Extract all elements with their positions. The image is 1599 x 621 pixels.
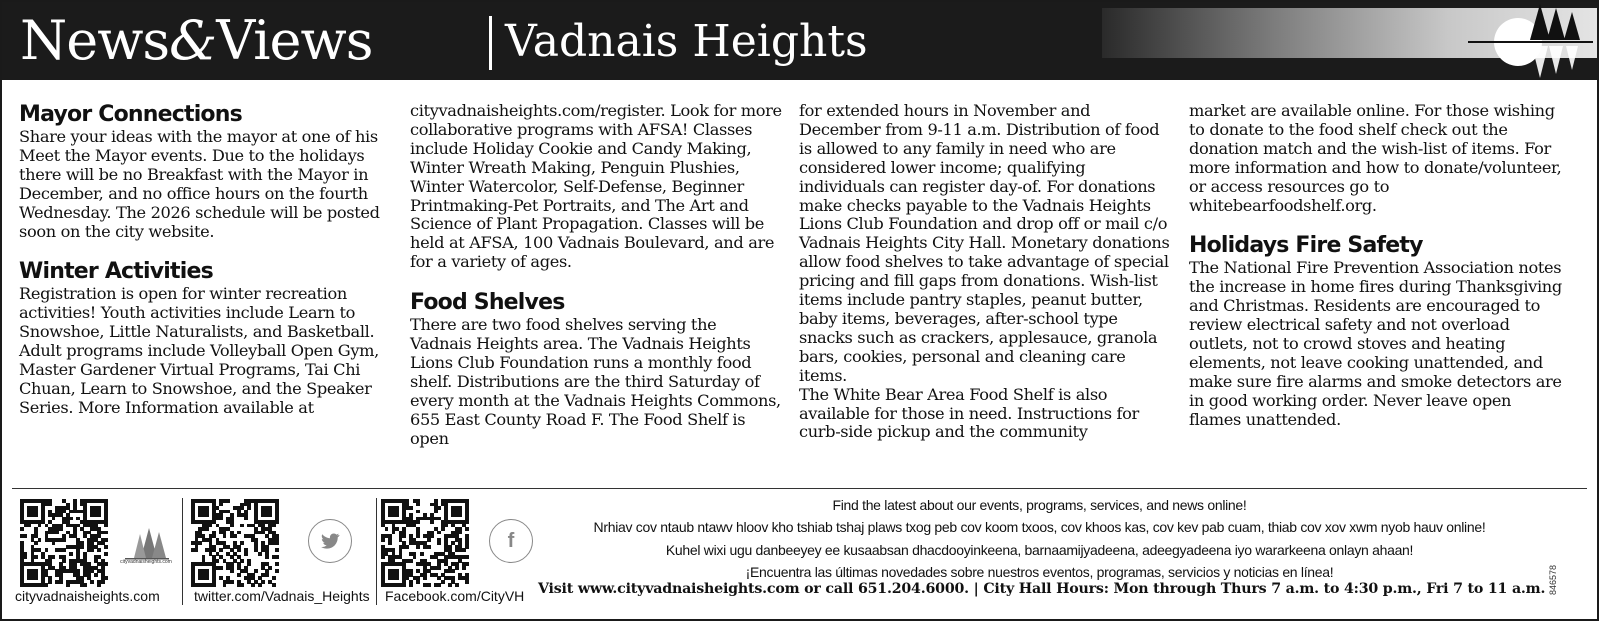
twitter-link[interactable]: twitter.com/Vadnais_Heights [194,588,370,604]
twitter-bird-icon[interactable] [308,519,352,563]
message-english: Find the latest about our events, programs, services, and news online! [832,497,1247,513]
message-hmong: Nrhiav cov ntaub ntawv hloov kho tshiab tshaj plaws txog peb cov koom txoos, cov khoos kas, cov kev pab cuam, thiab cov xov xwm nyob hauv online! [593,519,1486,536]
heading-winter-activities: Winter Activities [19,259,213,285]
article-white-bear-food-shelf: The White Bear Area Food Shelf is also available for those in need. Instructions for curb-side pickup and the community [799,384,1139,442]
article-winter-activities-cont: cityvadnaisheights.com/register. Look for more collaborative programs with AFSA! Classes include Holiday Cookie and Candy Making, Winter Wreath Making, Penguin Plushies, Winter Watercolor, Self-Defense, Beginner Printmaking-Pet Portraits, and The Art and Science of Plant Propagation. Classes will be held at AFSA, 100 Vadnais Boulevard, and are for a variety of ages. [410,101,782,272]
brand-ampersand: & [169,9,217,72]
contact-line[interactable]: Visit www.cityvadnaisheights.com or call 651.204.6000. | City Hall Hours: Mon through Thurs 7 a.m. to 4:30 p.m., Fri 7 to 11 a.m. [538,581,1546,597]
city-tree-logo-icon [1468,2,1593,82]
twitter-qr-code-icon[interactable] [191,499,279,587]
brand-views: Views [216,9,373,72]
article-food-shelves: There are two food shelves serving the Vadnais Heights area. The Vadnais Heights Lions Club Foundation runs a monthly food shelf. Distributions are the third Saturday of every month at the Vadnais Heights Commons, 655 East County Road F. The Food Shelf is open [410,315,781,448]
facebook-qr-code-icon[interactable] [381,499,469,587]
brand-divider [489,16,492,70]
column-2 [410,102,782,449]
heading-holidays-fire-safety: Holidays Fire Safety [1189,233,1423,259]
website-link[interactable]: cityvadnaisheights.com [15,588,160,604]
facebook-f-icon[interactable]: f [489,519,533,563]
message-somali: Kuhel wixi ugu danbeeyey ee kusaabsan dhacdooyinkeena, barnaamijyadeena, adeegyadeena iyo wararkeena onlayn ahaan! [665,541,1414,558]
ad-id-number: 846578 [1548,564,1558,595]
heading-mayor-connections: Mayor Connections [19,102,242,127]
facebook-link[interactable]: Facebook.com/CityVH [385,588,525,604]
article-mayor-connections: Share your ideas with the mayor at one of his Meet the Mayor events. Due to the holidays there will be no Breakfast with the Mayor in December, and no office hours on the fourth Wednesday. The 2026 schedule will be posted soon on the city website. [19,127,380,241]
logo-caption: cityvadnaisheights.com [120,559,172,565]
message-spanish: ¡Encuentra las últimas novedades sobre nuestros eventos, programas, servicios y noticias en línea! [745,563,1334,580]
column-1 [19,102,391,418]
footer-separator [376,498,377,605]
footer-divider [12,488,1587,489]
article-food-shelves-cont: for extended hours in November and December from 9-11 a.m. Distribution of food is allowed to any family in need who are considered lower income; qualifying individuals can register day-of. For donations make checks payable to the Vadnais Heights Lions Club Foundation and drop off or mail c/o Vadnais Heights City Hall. Monetary donations allow food shelves to take advantage of special pricing and fill gaps from donations. Wish-list items include pantry staples, peanut butter, baby items, beverages, after-school type snacks such as crackers, applesauce, granola bars, cookies, personal and cleaning care items. [799,101,1170,385]
masthead [2,2,1597,80]
city-name: Vadnais Heights [505,16,868,67]
article-holidays-fire-safety: The National Fire Prevention Association notes the increase in home fires during Thanksgiving and Christmas. Residents are encouraged to review electrical safety and not overload outlets, not to crowd stoves and heating elements, not leave cooking unattended, and make sure fire alarms and smoke detectors are in good working order. Never leave open flames unattended. [1189,258,1562,429]
brand-news: News [20,9,170,72]
heading-food-shelves: Food Shelves [410,290,565,316]
website-qr-code-icon[interactable] [20,499,108,587]
column-3 [799,102,1171,442]
column-4 [1189,102,1567,430]
article-white-bear-cont: market are available online. For those wishing to donate to the food shelf check out the donation match and the wish-list of items. For more information and how to donate/volunteer, or access resources go to whitebearfoodshelf.org. [1189,101,1562,215]
online-messages [562,494,1517,583]
footer-separator [182,498,183,605]
brand-title [20,6,372,76]
article-winter-activities: Registration is open for winter recreation activities! Youth activities include Learn to Snowshoe, Little Naturalists, and Basketball. Adult programs include Volleyball Open Gym, Master Gardener Virtual Programs, Tai Chi Chuan, Learn to Snowshoe, and the Speaker Series. More Information available at [19,284,379,417]
